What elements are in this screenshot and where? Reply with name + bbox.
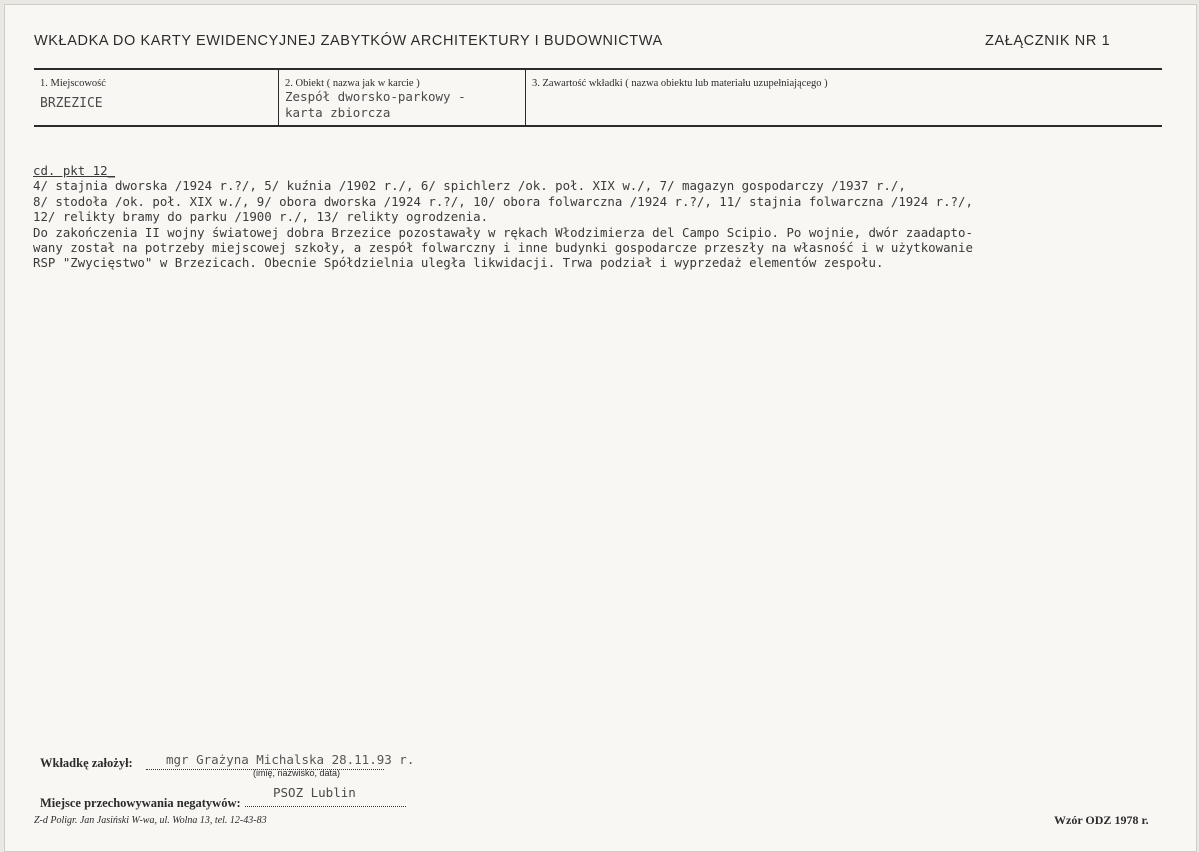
body-line: Do zakończenia II wojny światowej dobra Brzezice pozostawały w rękach Włodzimierza del Campo Scipio. Po wojnie, dwór zaadapto-: [33, 224, 973, 240]
column-divider-2: [525, 69, 526, 126]
column-divider-1: [278, 69, 279, 126]
founder-label: Wkładkę założył:: [40, 756, 133, 770]
template-version: Wzór ODZ 1978 r.: [1054, 813, 1149, 827]
object-value-line: karta zbiorcza: [285, 105, 391, 120]
record-card: [4, 4, 1197, 852]
founder-hint: (imię, nazwisko, data): [253, 768, 341, 778]
body-line: 12/ relikty bramy do parku /1900 r./, 13/ relikty ogrodzenia.: [33, 209, 489, 225]
annex-number: ZAŁĄCZNIK NR 1: [985, 33, 1111, 49]
body-line: cd. pkt 12_: [33, 163, 116, 178]
locality-value: BRZEZICE: [40, 96, 103, 111]
negatives-label: Miejsce przechowywania negatywów:: [40, 796, 241, 810]
founder-value: mgr Grażyna Michalska 28.11.93 r.: [166, 752, 415, 767]
object-label: 2. Obiekt ( nazwa jak w karcie ): [285, 78, 420, 89]
card-body: [33, 163, 1168, 271]
locality-label: 1. Miejscowość: [40, 78, 106, 89]
negatives-value: PSOZ Lublin: [273, 785, 356, 800]
bottom-rule: [34, 125, 1162, 127]
body-line: 4/ stajnia dworska /1924 r.?/, 5/ kuźnia /1902 r./, 6/ spichlerz /ok. poł. XIX w./, 7/ magazyn gospodarczy /1937 r./,: [33, 178, 906, 194]
object-value: [285, 89, 466, 121]
body-line: wany został na potrzeby miejscowej szkoły, a zespół folwarczny i inne budynki gospodarcze przeszły na własność i w użytkowanie: [33, 240, 973, 256]
contents-label: 3. Zawartość wkładki ( nazwa obiektu lub materiału uzupełniającego ): [532, 78, 828, 89]
card-title: WKŁADKA DO KARTY EWIDENCYJNEJ ZABYTKÓW ARCHITEKTURY I BUDOWNICTWA: [34, 33, 663, 49]
printer-imprint: Z-d Poligr. Jan Jasiński W-wa, ul. Wolna 13, tel. 12-43-83: [34, 815, 267, 826]
object-value-line: Zespół dworsko-parkowy -: [285, 89, 466, 104]
body-line: RSP "Zwycięstwo" w Brzezicach. Obecnie Spółdzielnia uległa likwidacji. Trwa podział i wyprzedaż elementów zespołu.: [33, 255, 884, 271]
top-rule: [34, 68, 1162, 70]
body-line: 8/ stodoła /ok. poł. XIX w./, 9/ obora dworska /1924 r.?/, 10/ obora folwarczna /1924 r.?/, 11/ stajnia folwarczna /1924 r.?/,: [33, 193, 973, 209]
